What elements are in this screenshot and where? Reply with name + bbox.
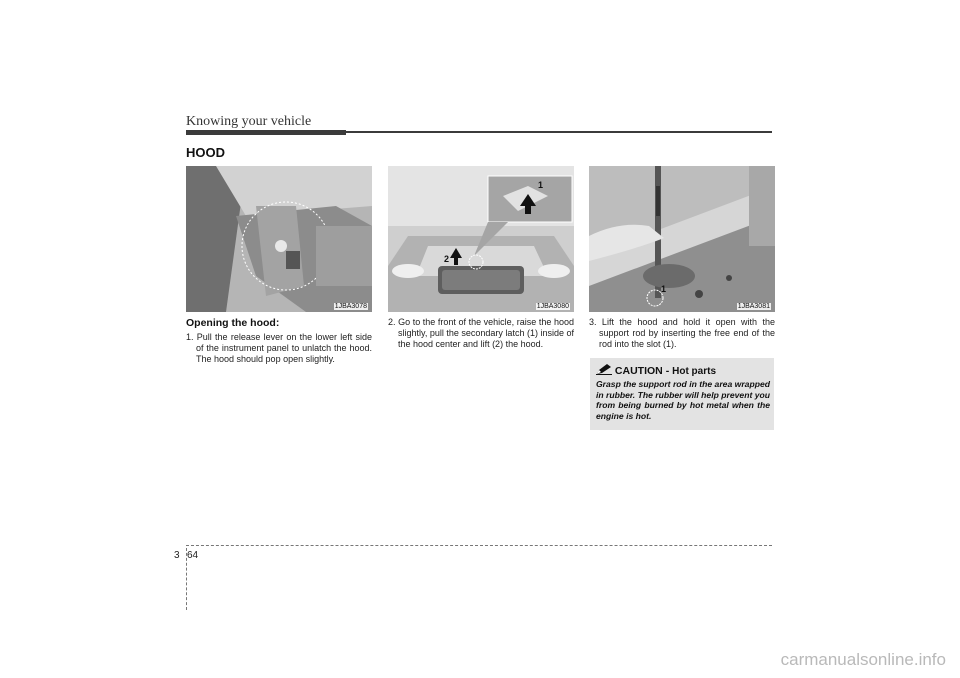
caution-box — [590, 358, 774, 430]
figure-support-rod — [589, 166, 775, 312]
figure-code: 1JBA3080 — [536, 303, 569, 310]
caution-text: Grasp the support rod in the area wrapped in rubber. The rubber will help prevent you from being burned by hot metal when the engine is hot. — [596, 379, 770, 421]
callout-1: 1 — [661, 284, 667, 294]
figure-code: 1JBA3081 — [737, 303, 770, 310]
footer-rule — [186, 545, 772, 546]
step-3-text: 3. Lift the hood and hold it open with the support rod by inserting the free end of the rod into the slot (1). — [589, 317, 775, 349]
figure-code: 1JBA3078 — [334, 303, 367, 310]
section-title: HOOD — [186, 145, 225, 160]
chapter-title: Knowing your vehicle — [186, 114, 312, 129]
callout-2: 2 — [444, 254, 450, 264]
hood-support-rod-photo — [589, 166, 775, 312]
caution-label: CAUTION — [614, 365, 663, 377]
instructions-heading: Opening the hood: — [186, 317, 280, 329]
figure-secondary-latch — [388, 166, 574, 312]
caution-header: CAUTION - Hot parts — [596, 364, 716, 377]
caution-pencil-icon — [596, 364, 612, 375]
step-2-text: 2. Go to the front of the vehicle, raise the hood slightly, pull the secondary latch (1) inside of the hood center and lift (2) the hood. — [388, 317, 574, 349]
watermark: carmanualsonline.info — [780, 650, 946, 669]
footer-chapter-number: 3 — [174, 550, 180, 561]
step-1-text: 1. Pull the release lever on the lower left side of the instrument panel to unlatch the hood. The hood should pop open slightly. — [186, 332, 372, 364]
figure-release-lever — [186, 166, 372, 312]
callout-1: 1 — [538, 180, 544, 190]
step-3 — [589, 317, 775, 350]
header-rule-thick — [186, 130, 346, 135]
hood-secondary-latch-photo — [388, 166, 574, 312]
step-1 — [186, 332, 372, 365]
caution-subtitle: Hot parts — [672, 366, 717, 377]
header-rule-thin — [346, 131, 772, 133]
footer-page-number: 64 — [187, 550, 199, 561]
interior-release-lever-photo — [186, 166, 372, 312]
step-2 — [388, 317, 574, 350]
